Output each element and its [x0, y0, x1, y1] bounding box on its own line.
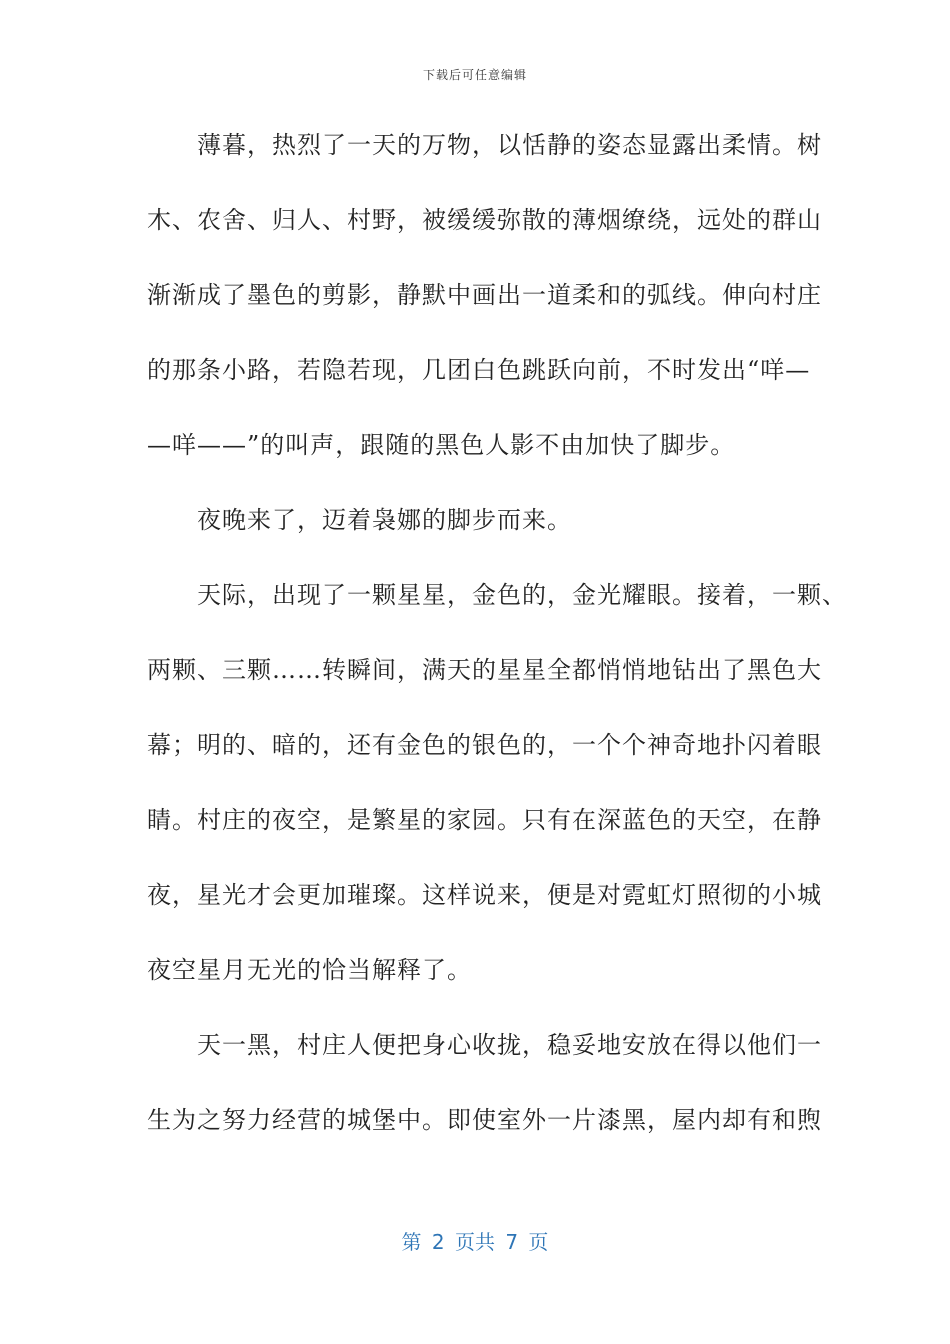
text-line: 夜，星光才会更加璀璨。这样说来，便是对霓虹灯照彻的小城 — [147, 881, 822, 909]
text-line: 薄暮，热烈了一天的万物，以恬静的姿态显露出柔情。树 — [147, 131, 822, 159]
document-body — [147, 108, 847, 1158]
text-line: —咩——”的叫声，跟随的黑色人影不由加快了脚步。 — [147, 431, 736, 459]
page-number-footer: 第 2 页共 7 页 — [401, 1230, 549, 1254]
text-line: 夜晚来了，迈着袅娜的脚步而来。 — [147, 506, 572, 534]
text-line: 的那条小路，若隐若现，几团白色跳跃向前，不时发出“咩— — [147, 356, 811, 384]
text-line: 渐渐成了墨色的剪影，静默中画出一道柔和的弧线。伸向村庄 — [147, 281, 822, 309]
text-line: 夜空星月无光的恰当解释了。 — [147, 956, 472, 984]
text-line: 两颗、三颗……转瞬间，满天的星星全都悄悄地钻出了黑色大 — [147, 656, 822, 684]
text-line: 幕；明的、暗的，还有金色的银色的，一个个神奇地扑闪着眼 — [147, 731, 822, 759]
page-header: 下载后可任意编辑 — [422, 68, 527, 82]
text-line: 木、农舍、归人、村野，被缓缓弥散的薄烟缭绕，远处的群山 — [147, 206, 822, 234]
text-line: 睛。村庄的夜空，是繁星的家园。只有在深蓝色的天空，在静 — [147, 806, 822, 834]
text-line: 天一黑，村庄人便把身心收拢，稳妥地安放在得以他们一 — [147, 1031, 822, 1059]
text-line: 生为之努力经营的城堡中。即使室外一片漆黑，屋内却有和煦 — [147, 1106, 822, 1134]
text-line: 天际，出现了一颗星星，金色的，金光耀眼。接着，一颗、 — [147, 581, 847, 609]
